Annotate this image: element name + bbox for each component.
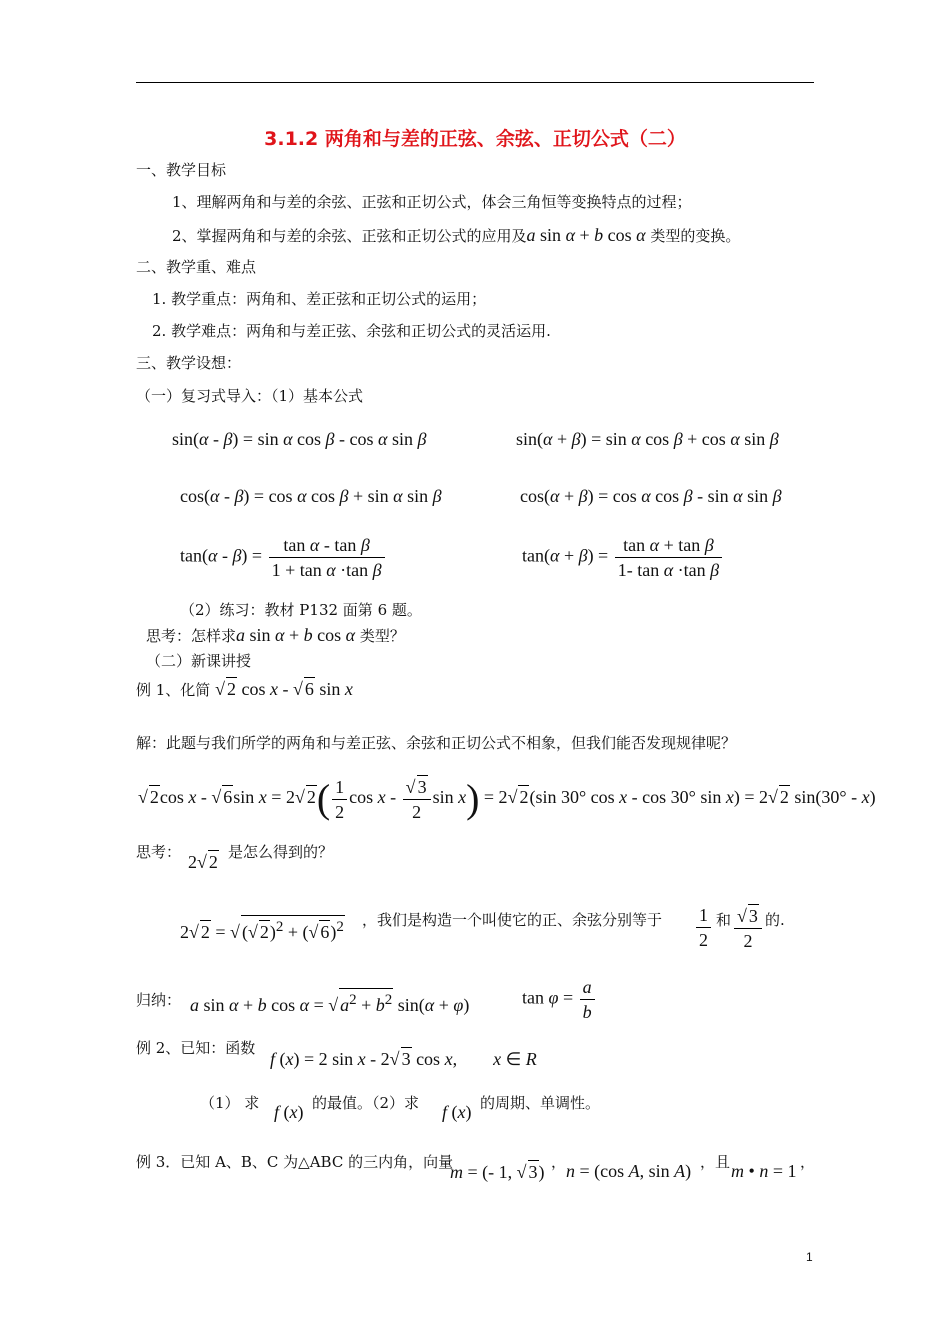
formula-tan-minus: tan(α - β) = $\frac{\text{tan α - tan β}}{\text{1 + tan α ·tan β}}$ (180, 534, 387, 581)
design-heading: 三、教学设想： (136, 354, 242, 372)
think-2-suffix: 是怎么得到的？ (228, 843, 334, 861)
new-lesson-heading: （二）新课讲授 (146, 652, 252, 670)
think-1-prefix: 思考：怎样求 (146, 627, 237, 645)
example-2-prefix: 例 2、已知：函数 (136, 1039, 256, 1057)
header-rule (136, 82, 814, 83)
formula-sin-plus: sin(α + β) = sin α cos β + cos α sin β (516, 429, 779, 449)
solution-text: 解：此题与我们所学的两角和与差正弦、余弦和正切公式不相象，但我们能否发现规律呢？ (136, 734, 737, 752)
formula-solution: √ 2cos x - √ 6sin x = 2√ 2( $\frac{1}{2}$ cos x - $\frac{√ 3}{2}$ sin x) = 2√ 2(sin 30° cos x - cos 30° sin x) = 2√ 2 sin(30° - x) (138, 776, 876, 822)
example-3-prefix: 例 3．已知 A、B、C 为△ABC 的三内角，向量 (136, 1153, 454, 1171)
formula-dot-product: m • n = 1 (731, 1161, 797, 1181)
formula-cos-plus: cos(α + β) = cos α cos β - sin α sin β (520, 486, 782, 506)
formula-fx-2: f (x) (442, 1102, 472, 1122)
fraction-half: $\frac{1}{2}$ (694, 904, 713, 951)
example-2-q1b: 的最值。（2）求 (312, 1094, 420, 1112)
goal-2 (172, 224, 740, 246)
goal-1: 1、理解两角和与差的余弦、正弦和正切公式，体会三角恒等变换特点的过程； (172, 193, 692, 211)
formula-ex1: √ 2 cos x - √ 6 sin x (215, 679, 353, 699)
of-word: 的. (765, 911, 785, 929)
goal-2-suffix: 类型的变换。 (650, 227, 741, 245)
key-point-2: 2. 教学难点：两角和与差正弦、余弦和正切公式的灵活运用. (152, 322, 551, 340)
page-title: 3.1.2 两角和与差的正弦、余弦、正切公式（二） (264, 128, 686, 150)
key-heading: 二、教学重、难点 (136, 258, 257, 276)
formula-tanphi: tan φ = $\frac{a}{b}$ (522, 976, 597, 1023)
formula-summary: a sin α + b cos α = √ $a^2 + b^2$ sin(α + φ) (190, 988, 469, 1016)
formula-asin-bcos-2: a sin α + b cos α (236, 625, 356, 645)
example-3-and: ，且 (700, 1153, 731, 1171)
formula-vector-m: m = (- 1, √ 3) (450, 1162, 545, 1182)
example-2-q1: （1） 求 (200, 1094, 260, 1112)
formula-asin-bcos: a sin α + b cos α (526, 225, 646, 245)
goals-heading: 一、教学目标 (136, 161, 227, 179)
practice-line: （2）练习：教材 P132 面第 6 题。 (180, 601, 422, 619)
example-1-prefix: 例 1、化简 (136, 681, 211, 699)
example-1 (136, 677, 353, 700)
formula-construct: 2√ 2 = √ (√ 2)$^2$ + (√ 6)$^2$ (180, 915, 345, 943)
think-1-suffix: 类型？ (359, 627, 405, 645)
think-1 (146, 624, 405, 646)
example-3-comma-1: ， (551, 1153, 567, 1171)
formula-2root2: 2√ 2 (188, 852, 218, 872)
construct-text: ，我们是构造一个叫使它的正、余弦分别等于 (362, 911, 663, 929)
fraction-root3-half: $\frac{√ 3}{2}$ (732, 904, 764, 952)
formula-ex2: f (x) = 2 sin x - 2√ 3 cos x, x ∈ R (270, 1049, 537, 1069)
formula-sin-minus: sin(α - β) = sin α cos β - cos α sin β (172, 429, 427, 449)
formula-fx-1: f (x) (274, 1102, 304, 1122)
review-heading: （一）复习式导入：（1）基本公式 (136, 387, 364, 405)
summary-prefix: 归纳： (136, 991, 182, 1009)
key-point-1: 1. 教学重点：两角和、差正弦和正切公式的运用； (152, 290, 487, 308)
example-2-q2: 的周期、单调性。 (480, 1094, 601, 1112)
formula-tan-plus: tan(α + β) = $\frac{\text{tan α + tan β}}{\text{1- tan α ·tan β}}$ (522, 534, 724, 581)
think-2-prefix: 思考： (136, 843, 182, 861)
goal-2-prefix: 2、掌握两角和与差的余弦、正弦和正切公式的应用及 (172, 227, 527, 245)
formula-cos-minus: cos(α - β) = cos α cos β + sin α sin β (180, 486, 442, 506)
page-number: 1 (806, 1250, 813, 1264)
formula-vector-n: n = (cos A, sin A) (566, 1161, 692, 1181)
and-word: 和 (716, 911, 732, 929)
example-3-comma-2: ， (800, 1153, 816, 1171)
